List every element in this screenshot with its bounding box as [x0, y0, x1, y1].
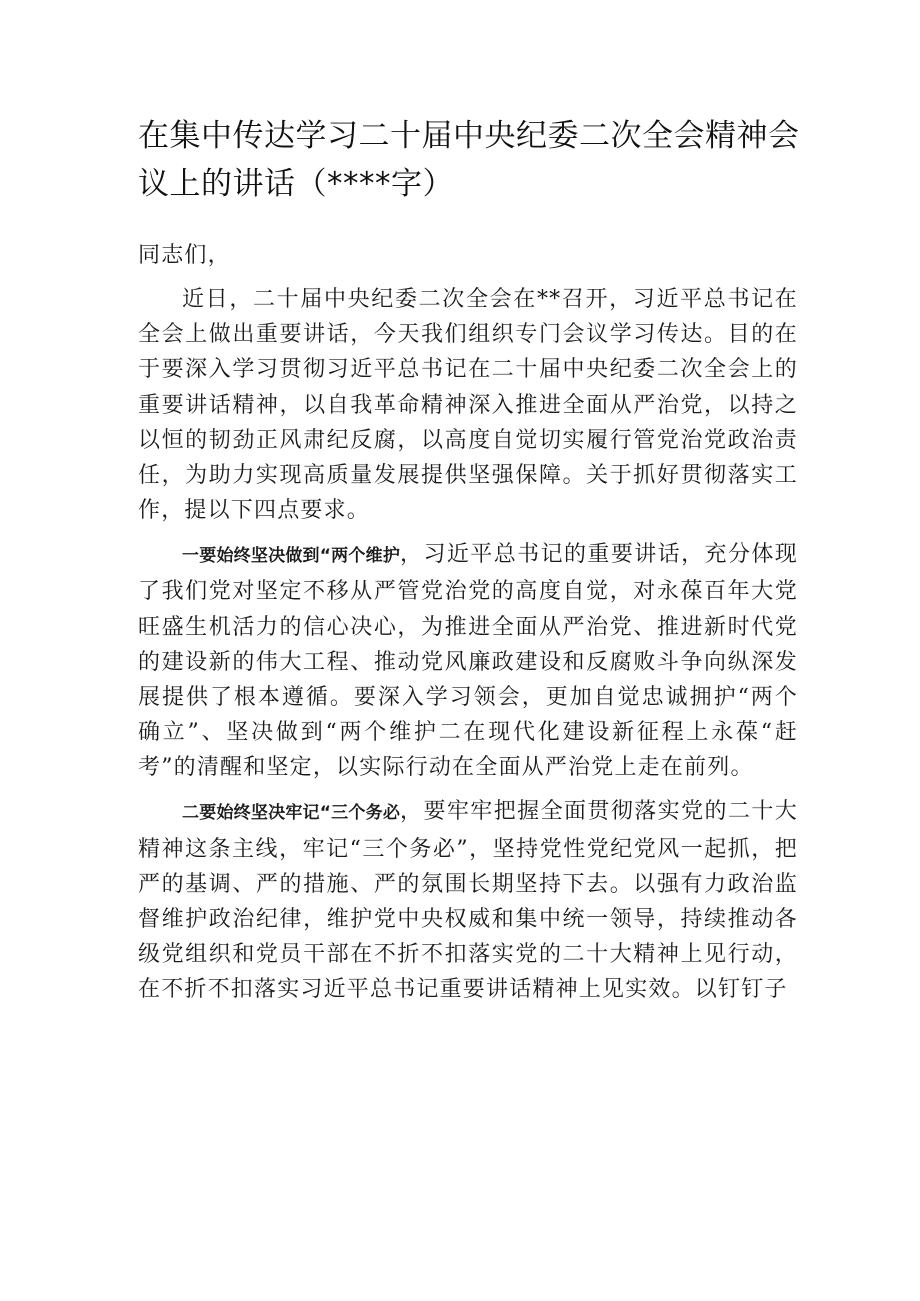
paragraph-point-one [138, 537, 798, 785]
paragraph-text: ，要牢牢把握全面贯彻落实党的二十大精神这条主线，牢记“三个务必”，坚持党性党纪党风一起抓，把严的基调、严的措施、严的氛围长期坚持下去。以强有力政治监督维护政治纪律，维护党中央权威和集中统一领导，持续推动各级党组织和党员干部在不折不扣落实党的二十大精神上见行动，在不折不扣落实习近平总书记重要讲话精神上见实效。以钉钉子 [138, 799, 798, 1003]
paragraph-lead: 一要始终坚决做到“两个维护 [182, 546, 401, 567]
paragraph-lead: 二要始终坚决牢记“三个务必 [182, 803, 401, 824]
document-title: 在集中传达学习二十届中央纪委二次全会精神会议上的讲话（****字） [138, 118, 800, 202]
paragraph-intro [138, 282, 798, 528]
paragraph-text: 近日，二十届中央纪委二次全会在**召开，习近平总书记在全会上做出重要讲话，今天我们组织专门会议学习传达。目的在于要深入学习贯彻习近平总书记在二十届中央纪委二次全会上的重要讲话精神，以自我革命精神深入推进全面从严治党，以持之以恒的韧劲正风肃纪反腐，以高度自觉切实履行管党治党政治责任，为助力实现高质量发展提供坚强保障。关于抓好贯彻落实工作，提以下四点要求。 [138, 287, 798, 524]
document-body [138, 238, 798, 1016]
paragraph-point-two [138, 794, 798, 1007]
paragraph-text: ，习近平总书记的重要讲话，充分体现了我们党对坚定不移从严管党治党的高度自觉，对永葆百年大党旺盛生机活力的信心决心，为推进全面从严治党、推进新时代党的建设新的伟大工程、推动党风廉政建设和反腐败斗争向纵深发展提供了根本遵循。要深入学习领会，更加自觉忠诚拥护“两个确立”、坚决做到“两个维护二在现代化建设新征程上永葆“赶考”的清醒和坚定，以实际行动在全面从严治党上走在前列。 [138, 542, 798, 781]
salutation: 同志们， [138, 243, 231, 268]
